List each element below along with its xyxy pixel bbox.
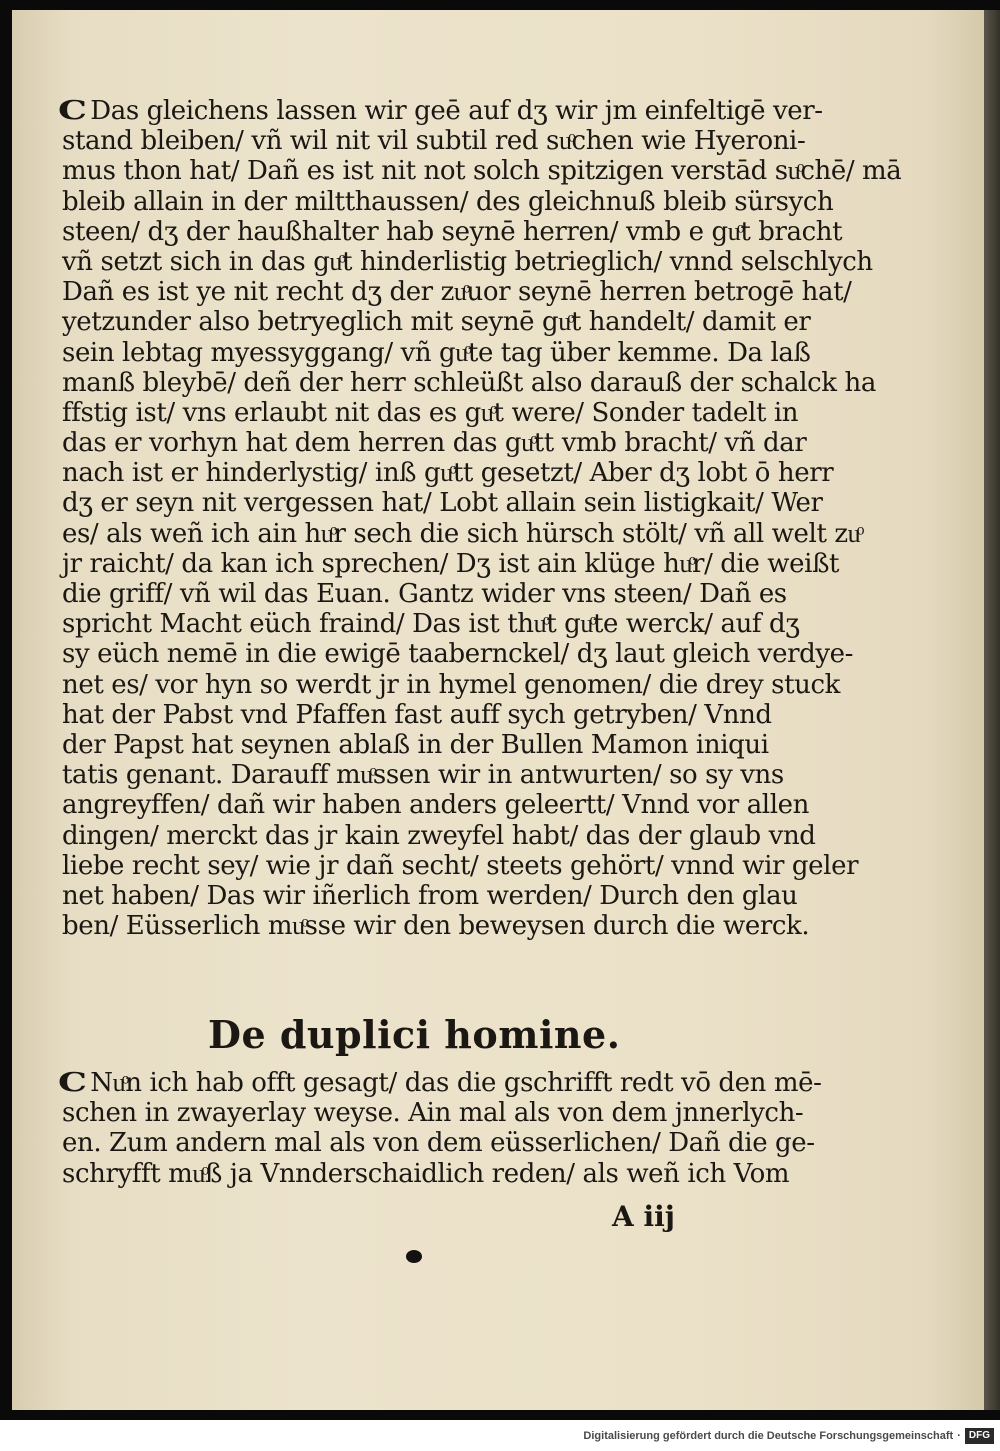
text-line: manß bleybē/ deñ der herr schleüßt also darauß der schalck ha [62, 367, 876, 398]
text-line: yetzunder also betryeglich mit seynē guͦt handelt/ damit er [62, 307, 811, 338]
text-line: jr raicht/ da kan ich sprechen/ Dʒ ist ain klüge huͦr/ die weißt [62, 548, 840, 579]
signature-mark: A iij [612, 1200, 675, 1233]
digitization-footer [583, 1426, 994, 1446]
text-line: C Nuͦn ich hab offt gesagt/ das die gschrifft redt vō den mē- [57, 1068, 822, 1098]
text-line: die griff/ vñ wil das Euan. Gantz wider vns steen/ Dañ es [62, 579, 787, 609]
text-line: steen/ dʒ der haußhalter hab seynē herren/ vmb e guͦt bracht [62, 216, 843, 247]
footer-separator: · [957, 1430, 961, 1442]
text-line: hat der Pabst vnd Pfaffen fast auff sych getryben/ Vnnd [62, 699, 772, 730]
text-line: net es/ vor hyn so werdt jr in hymel genomen/ die drey stuck [62, 669, 841, 700]
text-line: spricht Macht eüch fraind/ Das ist thuͦt guͦte werck/ auf dʒ [62, 609, 800, 640]
text-line: bleib allain in der miltthaussen/ des gleichnuß bleib sürsych [62, 186, 834, 217]
text-line: mus thon hat/ Dañ es ist nit not solch spitzigen verstād suͦchē/ mā [62, 156, 902, 187]
text-line: es/ als weñ ich ain huͦr sech die sich hürsch stölt/ vñ all welt zuͦ [62, 518, 861, 549]
text-line: stand bleiben/ vñ wil nit vil subtil red suͦchen wie Hyeroni- [62, 126, 806, 157]
text-line: liebe recht sey/ wie jr dañ secht/ steets gehört/ vnnd wir geler [62, 850, 859, 881]
ink-blot [406, 1250, 422, 1263]
text-line: C Das gleichens lassen wir geē auf dʒ wir jm einfeltigē ver- [57, 96, 823, 126]
page-edge-shadow [984, 10, 1000, 1410]
text-line: nach ist er hinderlystig/ inß guͦtt gesetzt/ Aber dʒ lobt ō herr [62, 458, 834, 489]
book-page [12, 10, 984, 1410]
pilcrow-icon: C [57, 1068, 87, 1098]
paragraph-2 [57, 1068, 822, 1189]
text-line: sein lebtag myessyggang/ vñ guͦte tag über kemme. Da laß [62, 337, 811, 368]
text-line: dingen/ merckt das jr kain zweyfel habt/ das der glaub vnd [62, 820, 816, 851]
text-line: net haben/ Das wir iñerlich from werden/ Durch den glau [62, 880, 798, 911]
section-heading: De duplici homine. [208, 1012, 621, 1057]
text-line: angreyffen/ dañ wir haben anders geleertt/ Vnnd vor allen [62, 790, 809, 821]
dfg-logo: DFG [965, 1428, 994, 1444]
text-line: en. Zum andern mal als von dem eüsserlichen/ Dañ die ge- [62, 1128, 815, 1159]
text-line: schen in zwayerlay weyse. Ain mal als von dem jnnerlych- [62, 1098, 804, 1129]
text-line: dʒ er seyn nit vergessen hat/ Lobt allain sein listigkait/ Wer [62, 488, 823, 519]
paragraph-1 [57, 96, 902, 942]
text-line: sy eüch nemē in die ewigē taabernckel/ dʒ laut gleich verdye- [62, 639, 854, 670]
text-line: schryfft muͦß ja Vnnderschaidlich reden/ als weñ ich Vom [62, 1158, 790, 1189]
text-line: der Papst hat seynen ablaß in der Bullen Mamon iniqui [62, 729, 769, 760]
footer-credit: Digitalisierung gefördert durch die Deutsche Forschungsgemeinschaft [583, 1430, 954, 1442]
text-line: tatis genant. Darauff muͦssen wir in antwurten/ so sy vns [62, 760, 784, 791]
text-line: ffstig ist/ vns erlaubt nit das es guͦt were/ Sonder tadelt in [62, 397, 799, 428]
text-line: ben/ Eüsserlich muͦsse wir den beweysen durch die werck. [62, 911, 810, 942]
text-line: vñ setzt sich in das guͦt hinderlistig betrieglich/ vnnd selschlych [62, 246, 873, 277]
text-line: Dañ es ist ye nit recht dʒ der zuͦuor seynē herren betrogē hat/ [62, 277, 852, 308]
pilcrow-icon: C [57, 96, 87, 126]
text-line: das er vorhyn hat dem herren das guͦtt vmb bracht/ vñ dar [62, 428, 807, 459]
